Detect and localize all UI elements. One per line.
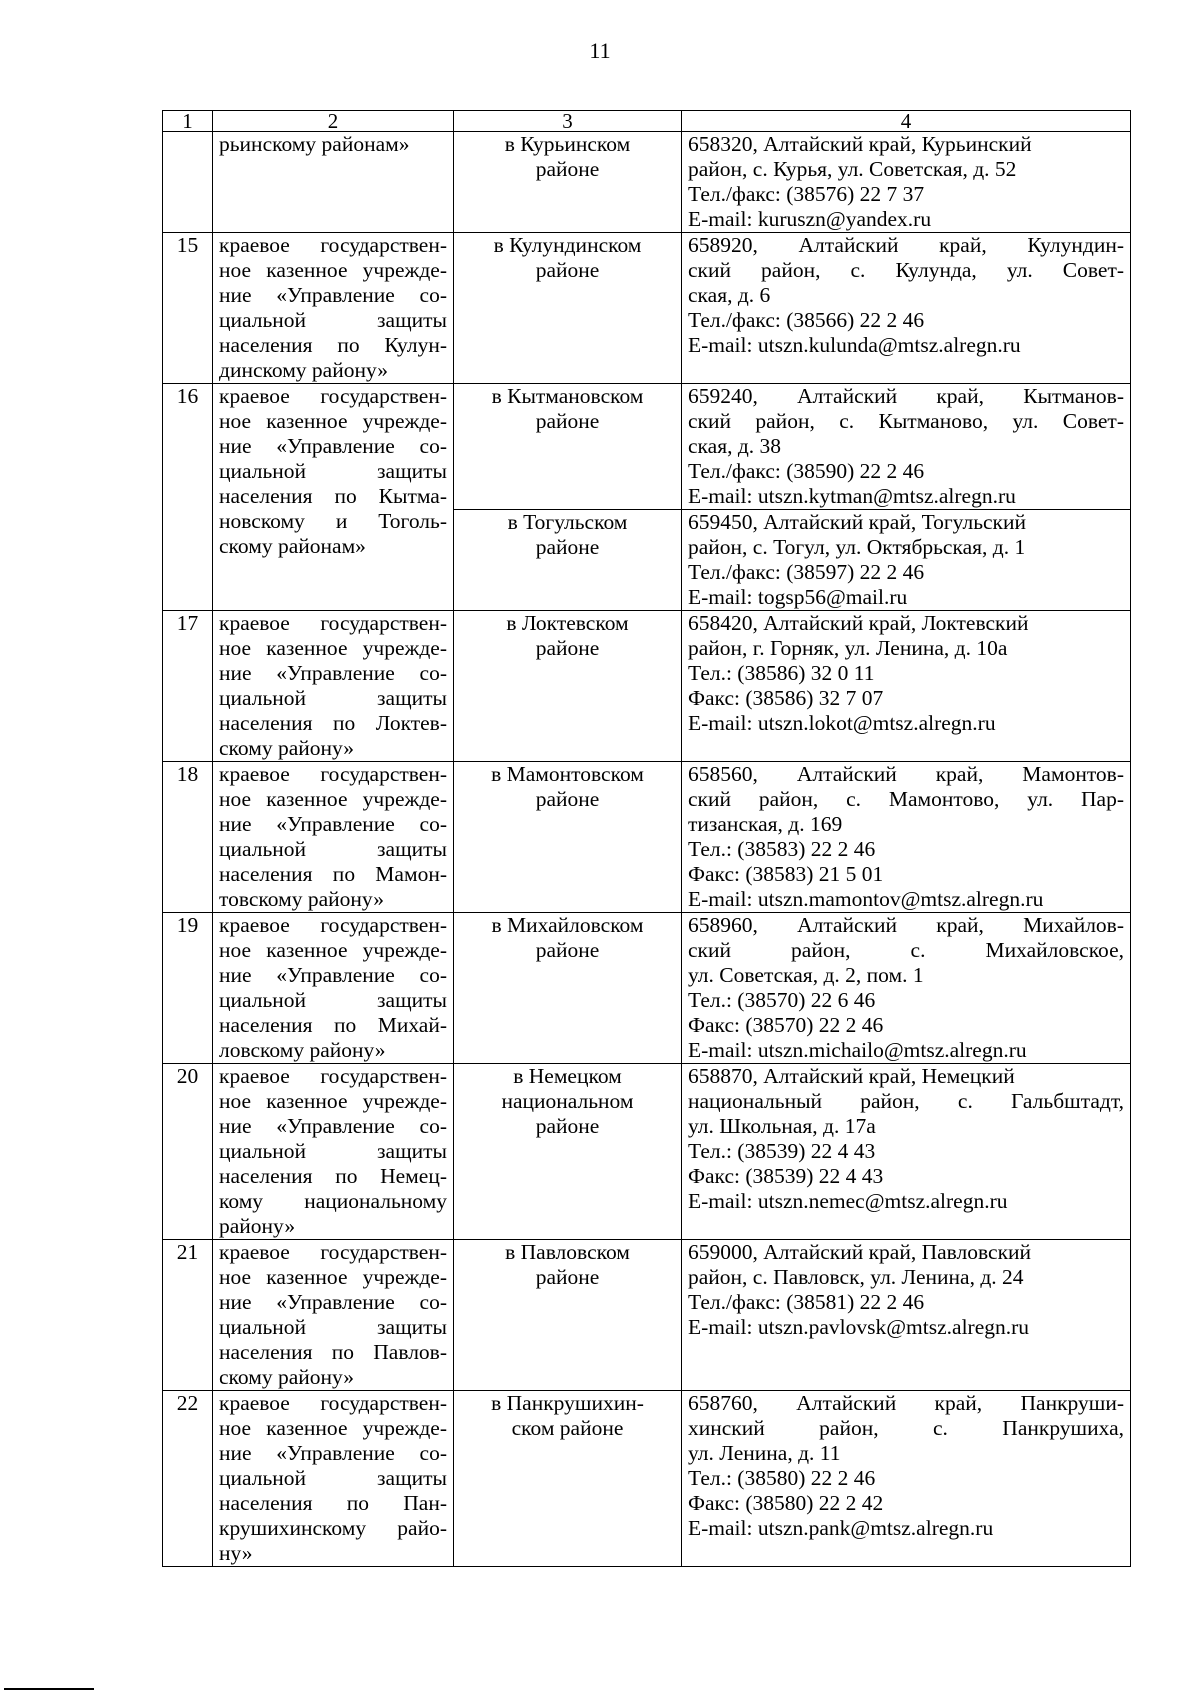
institution-name	[213, 233, 454, 384]
contact-line: E-mail: utszn.nemec@mtsz.alregn.ru	[688, 1189, 1008, 1213]
contact-line: ский район, с. Кулунда, ул. Совет-	[688, 258, 1124, 282]
institution-name-line: населения по Немец-	[219, 1164, 447, 1188]
header-cell-4: 4	[682, 111, 1131, 132]
table-row	[163, 1391, 1131, 1567]
district-cell	[454, 1240, 682, 1391]
district-line: районе	[535, 409, 600, 433]
contact-line: Тел./факс: (38590) 22 2 46	[688, 459, 925, 483]
district-line: районе	[535, 1265, 600, 1289]
contact-line: Тел./факс: (38576) 22 7 37	[688, 182, 925, 206]
contact-line: 658870, Алтайский край, Немецкий	[688, 1064, 1015, 1088]
institution-name	[213, 1240, 454, 1391]
district-line: в Немецком	[513, 1064, 622, 1088]
institution-name-line: населения по Кытма-	[219, 484, 447, 508]
district-cell	[454, 1064, 682, 1240]
institution-name-line: циальной защиты	[219, 686, 447, 710]
district-line: национальном	[501, 1089, 634, 1113]
row-number: 19	[163, 913, 213, 1064]
table-row	[163, 1240, 1131, 1391]
contact-line: 658920, Алтайский край, Кулундин-	[688, 233, 1124, 257]
institution-name-line: краевое государствен-	[219, 384, 447, 408]
district-line: районе	[535, 938, 600, 962]
institution-name-line: ну»	[219, 1541, 253, 1565]
institution-name-line: ние «Управление со-	[219, 1290, 447, 1314]
contact-line: Тел.: (38586) 32 0 11	[688, 661, 875, 685]
contact-cell	[682, 132, 1131, 233]
page-number: 11	[589, 38, 611, 63]
institution-name-line: ловскому району»	[219, 1038, 386, 1062]
district-cell	[454, 510, 682, 611]
contact-line: Факс: (38586) 32 7 07	[688, 686, 884, 710]
district-line: в Тогульском	[507, 510, 628, 534]
footer-rule	[4, 1688, 94, 1690]
contact-cell	[682, 233, 1131, 384]
institution-name-line: населения по Пан-	[219, 1491, 447, 1515]
header-cell-1: 1	[163, 111, 213, 132]
table-row	[163, 132, 1131, 233]
district-line: в Кытмановском	[491, 384, 644, 408]
contact-line: Тел./факс: (38566) 22 2 46	[688, 308, 925, 332]
row-number: 16	[163, 384, 213, 611]
institution-name-line: скому району»	[219, 1365, 355, 1389]
contact-line: Факс: (38583) 21 5 01	[688, 862, 884, 886]
district-line: районе	[535, 157, 600, 181]
institution-name-line: циальной защиты	[219, 1466, 447, 1490]
institution-name-line: циальной защиты	[219, 837, 447, 861]
row-number: 22	[163, 1391, 213, 1567]
institution-name	[213, 762, 454, 913]
contact-line: E-mail: utszn.kulunda@mtsz.alregn.ru	[688, 333, 1021, 357]
district-cell	[454, 132, 682, 233]
contact-line: ский район, с. Михайловское,	[688, 938, 1124, 962]
row-number: 18	[163, 762, 213, 913]
contact-line: 658420, Алтайский край, Локтевский	[688, 611, 1029, 635]
institution-name	[213, 913, 454, 1064]
contact-line: ул. Школьная, д. 17а	[688, 1114, 876, 1138]
institution-name-line: краевое государствен-	[219, 1391, 447, 1415]
table-row	[163, 233, 1131, 384]
contact-line: Тел.: (38539) 22 4 43	[688, 1139, 876, 1163]
contact-line: Тел.: (38580) 22 2 46	[688, 1466, 876, 1490]
contact-cell	[682, 384, 1131, 510]
institution-name	[213, 1064, 454, 1240]
contact-cell	[682, 1391, 1131, 1567]
institution-name-line: ное казенное учрежде-	[219, 636, 447, 660]
table-row	[163, 913, 1131, 1064]
institution-name-line: населения по Михай-	[219, 1013, 447, 1037]
row-number	[163, 132, 213, 233]
institution-name-line: ное казенное учрежде-	[219, 1089, 447, 1113]
contact-line: ский район, с. Мамонтово, ул. Пар-	[688, 787, 1124, 811]
contact-line: Факс: (38570) 22 2 46	[688, 1013, 884, 1037]
contact-line: E-mail: utszn.pavlovsk@mtsz.alregn.ru	[688, 1315, 1030, 1339]
district-line: в Панкрушихин-	[491, 1391, 644, 1415]
contact-line: 658560, Алтайский край, Мамонтов-	[688, 762, 1124, 786]
district-line: районе	[535, 1114, 600, 1138]
institution-name-line: населения по Мамон-	[219, 862, 447, 886]
institution-name-line: населения по Павлов-	[219, 1340, 447, 1364]
contact-line: 658960, Алтайский край, Михайлов-	[688, 913, 1124, 937]
institution-name-line: скому району»	[219, 736, 355, 760]
contact-line: район, с. Курья, ул. Советская, д. 52	[688, 157, 1017, 181]
contact-cell	[682, 1240, 1131, 1391]
contact-line: E-mail: togsp56@mail.ru	[688, 585, 908, 609]
contact-line: 658760, Алтайский край, Панкруши-	[688, 1391, 1124, 1415]
district-line: в Локтевском	[506, 611, 629, 635]
contact-line: E-mail: utszn.mamontov@mtsz.alregn.ru	[688, 887, 1044, 911]
institution-name-line: ние «Управление со-	[219, 434, 447, 458]
contact-line: E-mail: utszn.pank@mtsz.alregn.ru	[688, 1516, 994, 1540]
row-number: 17	[163, 611, 213, 762]
district-cell	[454, 913, 682, 1064]
contact-line: национальный район, с. Гальбштадт,	[688, 1089, 1124, 1113]
header-cell-3: 3	[454, 111, 682, 132]
institution-name-line: ние «Управление со-	[219, 812, 447, 836]
contact-line: Факс: (38539) 22 4 43	[688, 1164, 884, 1188]
district-line: в Кулундинском	[493, 233, 642, 257]
institution-name-line: ное казенное учрежде-	[219, 938, 447, 962]
contact-line: район, г. Горняк, ул. Ленина, д. 10а	[688, 636, 1008, 660]
contact-line: 659000, Алтайский край, Павловский	[688, 1240, 1032, 1264]
contact-line: ский район, с. Кытманово, ул. Совет-	[688, 409, 1124, 433]
contact-line: ская, д. 6	[688, 283, 771, 307]
district-line: в Курьинском	[504, 132, 631, 156]
institution-name-line: краевое государствен-	[219, 611, 447, 635]
institution-name-line: краевое государствен-	[219, 1064, 447, 1088]
institution-name-line: скому районам»	[219, 534, 366, 558]
institution-name-line: району»	[219, 1214, 296, 1238]
institution-name-line: циальной защиты	[219, 308, 447, 332]
institution-name-line: краевое государствен-	[219, 1240, 447, 1264]
contact-line: Тел./факс: (38597) 22 2 46	[688, 560, 925, 584]
district-cell	[454, 233, 682, 384]
contact-cell	[682, 510, 1131, 611]
contact-line: E-mail: utszn.lokot@mtsz.alregn.ru	[688, 711, 996, 735]
institution-name	[213, 1391, 454, 1567]
district-line: районе	[535, 535, 600, 559]
institution-name-line: товскому району»	[219, 887, 384, 911]
contact-line: E-mail: utszn.michailo@mtsz.alregn.ru	[688, 1038, 1027, 1062]
table-row	[163, 384, 1131, 510]
contact-line: E-mail: kuruszn@yandex.ru	[688, 207, 932, 231]
contact-line: ул. Советская, д. 2, пом. 1	[688, 963, 924, 987]
institution-name-line: ние «Управление со-	[219, 963, 447, 987]
institution-name-line: ние «Управление со-	[219, 1441, 447, 1465]
institution-name-line: краевое государствен-	[219, 913, 447, 937]
contact-line: район, с. Павловск, ул. Ленина, д. 24	[688, 1265, 1024, 1289]
institution-name-line: динскому району»	[219, 358, 389, 382]
contact-line: 659450, Алтайский край, Тогульский	[688, 510, 1027, 534]
contact-line: Тел./факс: (38581) 22 2 46	[688, 1290, 925, 1314]
contact-cell	[682, 762, 1131, 913]
district-line: в Павловском	[505, 1240, 630, 1264]
row-number: 20	[163, 1064, 213, 1240]
institution-name	[213, 611, 454, 762]
institution-name-line: новскому и Тоголь-	[219, 509, 447, 533]
institution-name-line: ное казенное учрежде-	[219, 1265, 447, 1289]
contact-line: тизанская, д. 169	[688, 812, 843, 836]
district-line: в Мамонтовском	[491, 762, 644, 786]
contact-cell	[682, 1064, 1131, 1240]
district-cell	[454, 611, 682, 762]
institution-name-line: ние «Управление со-	[219, 661, 447, 685]
institution-name-line: циальной защиты	[219, 988, 447, 1012]
institution-name-line: циальной защиты	[219, 1315, 447, 1339]
institution-name-line: ное казенное учрежде-	[219, 258, 447, 282]
institution-name-line: ние «Управление со-	[219, 1114, 447, 1138]
institution-name	[213, 384, 454, 611]
contact-line: 659240, Алтайский край, Кытманов-	[688, 384, 1124, 408]
institution-name-line: циальной защиты	[219, 459, 447, 483]
district-line: районе	[535, 258, 600, 282]
contact-cell	[682, 913, 1131, 1064]
contact-line: Тел.: (38583) 22 2 46	[688, 837, 876, 861]
contact-cell	[682, 611, 1131, 762]
institution-name-line: крушихинскому райо-	[219, 1516, 447, 1540]
district-cell	[454, 1391, 682, 1567]
institutions-table	[162, 110, 1131, 1567]
table-row	[163, 611, 1131, 762]
institution-name-line: ное казенное учрежде-	[219, 409, 447, 433]
institution-name-line: ние «Управление со-	[219, 283, 447, 307]
contact-line: E-mail: utszn.kytman@mtsz.alregn.ru	[688, 484, 1016, 508]
district-cell	[454, 762, 682, 913]
institution-name-line: кому национальному	[219, 1189, 447, 1213]
contact-line: район, с. Тогул, ул. Октябрьская, д. 1	[688, 535, 1026, 559]
district-line: районе	[535, 787, 600, 811]
institution-name-line: населения по Кулун-	[219, 333, 447, 357]
table-row	[163, 762, 1131, 913]
institution-name-line: ное казенное учрежде-	[219, 1416, 447, 1440]
contact-line: ул. Ленина, д. 11	[688, 1441, 841, 1465]
district-line: в Михайловском	[491, 913, 644, 937]
contact-line: Тел.: (38570) 22 6 46	[688, 988, 876, 1012]
institution-name-line: ное казенное учрежде-	[219, 787, 447, 811]
institution-name-line: рьинскому районам»	[219, 132, 410, 156]
table-header-row	[163, 111, 1131, 132]
table-body	[163, 111, 1131, 1567]
contact-line: Факс: (38580) 22 2 42	[688, 1491, 884, 1515]
contact-line: ская, д. 38	[688, 434, 782, 458]
district-cell	[454, 384, 682, 510]
institution-name-line: краевое государствен-	[219, 762, 447, 786]
row-number: 21	[163, 1240, 213, 1391]
contact-line: 658320, Алтайский край, Курьинский	[688, 132, 1032, 156]
row-number: 15	[163, 233, 213, 384]
institution-name-line: циальной защиты	[219, 1139, 447, 1163]
district-line: районе	[535, 636, 600, 660]
contact-line: хинский район, с. Панкрушиха,	[688, 1416, 1124, 1440]
institution-name-line: населения по Локтев-	[219, 711, 447, 735]
institution-name	[213, 132, 454, 233]
institution-name-line: краевое государствен-	[219, 233, 447, 257]
district-line: ском районе	[511, 1416, 624, 1440]
table-row	[163, 1064, 1131, 1240]
header-cell-2: 2	[213, 111, 454, 132]
